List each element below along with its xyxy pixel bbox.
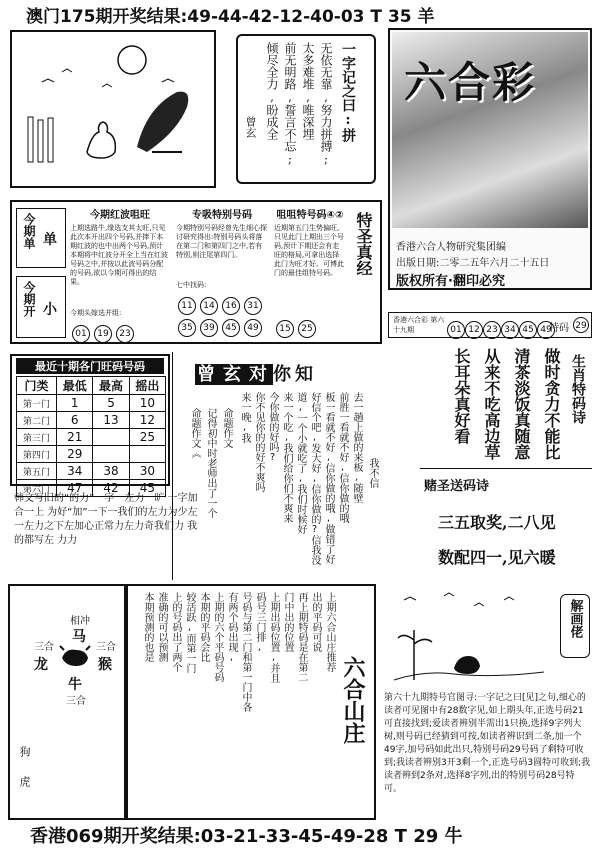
poem-line-1: 无依无靠,努力拼搏;: [319, 42, 333, 166]
animal-poem-col: 清茶淡饭真随意: [512, 348, 531, 460]
cell: [93, 446, 129, 463]
kaozi-poem: 韩文写旧的“的力”一字一左力一旷 一字加合一上 为好“加”一下一我们的左力为少左 一左力之下左加心正常力左力奇我们力 我的都写左 力力: [14, 493, 198, 546]
shan-col: 本期预测的也是: [142, 592, 153, 662]
special-text: 今期特别号码经曾先生细心探讨研究得出:特别号码头将落在第二门和第四门之中,若有特别,则注尾第四门。: [176, 224, 267, 259]
table-row: [17, 395, 166, 412]
ox-icon: [58, 644, 92, 670]
zeng-col: 来一个吃,我们给你们不爽来: [281, 392, 292, 523]
hk-result-bar: [388, 312, 592, 338]
zeng-col: 来一晚,我: [239, 392, 250, 443]
riddle-illustration: [384, 590, 554, 690]
zodiac-dragon: 龙: [34, 657, 48, 673]
cell: 10: [129, 395, 165, 412]
special-ball: 45: [222, 319, 240, 337]
zeng-col: 今你做的好吗?: [267, 392, 278, 463]
magazine-title: 六合彩: [404, 58, 537, 107]
shan-col: 有两个码出现,: [226, 592, 237, 663]
cell: 38: [93, 463, 129, 480]
send-poem-line: 三五取奖,二八见: [438, 513, 556, 532]
red-wave-label: 今期头嫁选并组:: [70, 309, 122, 317]
zeng-col: 板一看就不好,信你做的哦,做错了好: [323, 392, 334, 564]
shan-col: 门中出的位置: [282, 592, 293, 652]
magazine-cover: [388, 28, 592, 290]
poem-line-4: 倾尽全力,盼成全: [265, 42, 279, 140]
animal-poem-col: 从来不吃高边草: [482, 348, 501, 460]
cell: 30: [129, 463, 165, 480]
special-ball: 16: [222, 297, 240, 315]
hk-ball: 23: [483, 321, 501, 339]
red-wave-box: [70, 206, 170, 340]
zodiac-horse: 马: [72, 629, 86, 645]
row-label: 第六门: [17, 480, 57, 497]
table-row: [17, 429, 166, 446]
cell: 5: [93, 395, 129, 412]
send-poem-line: 数配四一,见六暖: [438, 548, 556, 567]
hk-bar-label: 香港六合彩 第六十九期: [393, 316, 445, 334]
riddle-badge-title: 解画佬: [567, 599, 583, 638]
shan-col: 上期出码位置,并且: [268, 592, 279, 683]
special-title: 专吸特别号码: [192, 210, 252, 221]
cell: [129, 446, 165, 463]
shan-zhuang-panel: [126, 584, 376, 820]
special-number-box: [176, 206, 268, 340]
cell: 13: [93, 412, 129, 429]
cell: 45: [129, 480, 165, 497]
special-ball: 35: [178, 319, 196, 337]
brand-vertical: 特圣真经: [354, 212, 373, 276]
shan-col: 本期的平码会比: [198, 592, 209, 662]
cell: 6: [57, 412, 93, 429]
table-row: [17, 463, 166, 480]
tail-ball-1: 15: [276, 320, 294, 338]
record-table-panel: [10, 354, 170, 495]
shan-col: 号码与第二门和第一门中各: [240, 592, 251, 712]
tail-text: 近期第五门生势偏旺,只见此门上期出三个号码,预计下期还会有走旺的格局,可拿出选择此门为旺才好。可博此门的最佳组特号码。: [274, 224, 344, 277]
special-label: 七中找码:: [176, 281, 207, 289]
zeng-title-char: 你: [273, 364, 295, 385]
tail-title-text: 咀咀特号码: [276, 210, 327, 221]
cell: 12: [129, 412, 165, 429]
record-table-title: 最近十期各门旺码号码: [16, 358, 164, 374]
special-ball: 39: [200, 319, 218, 337]
row-label: 第三门: [17, 429, 57, 446]
hk-bar-balls: [447, 317, 555, 339]
cell: 1: [57, 395, 93, 412]
zeng-col: 命题作文: [221, 408, 232, 448]
tail-title: [274, 206, 346, 221]
red-ball-3: 23: [116, 325, 134, 343]
animal-poem-col: 做时贪力不能比: [542, 348, 561, 460]
zeng-col: 记得初中时老师出了一个: [205, 408, 216, 518]
small-answer: 小: [43, 302, 57, 318]
open-label: 今期开: [22, 281, 36, 317]
cell: 25: [129, 429, 165, 446]
poem-line-2: 太多难堆,唯深埋: [301, 42, 315, 140]
zodiac-monkey: 猴: [98, 657, 112, 673]
shan-col: 再上期特码是在第二: [296, 592, 307, 682]
row-label: 第一门: [17, 395, 57, 412]
landscape-picture: [10, 30, 216, 188]
zodiac-ox: 牛: [68, 677, 82, 693]
row-label: 第四门: [17, 446, 57, 463]
send-code-poem: [420, 468, 592, 578]
zeng-title-char: 曾: [197, 364, 219, 385]
single-label: 今期单: [22, 213, 36, 249]
hk-ball: 12: [465, 321, 483, 339]
table-header: 门类: [17, 377, 57, 395]
tail-ball-2: 25: [298, 320, 316, 338]
table-header: 摇出: [129, 377, 165, 395]
special-ball: 31: [244, 297, 262, 315]
single-answer: 单: [43, 232, 57, 248]
clash-label: 相冲: [70, 616, 90, 627]
zeng-col: 好信个吧,发大好,信你做的?信我没: [309, 392, 320, 565]
three-harmony-label: 三合: [96, 642, 116, 653]
riddle-picture: [384, 590, 554, 690]
row-label: 第二门: [17, 412, 57, 429]
table-header: 最高: [93, 377, 129, 395]
send-poem-title: 赌圣送码诗: [424, 479, 490, 494]
animal-poem-col: 长耳朵真好看: [452, 348, 471, 444]
hk-ball: 49: [537, 321, 555, 339]
landscape-illustration: [12, 32, 214, 186]
hk-ball: 01: [447, 321, 465, 339]
shan-zhuang-columns: [130, 592, 336, 816]
hk-special-ball: 29: [573, 317, 589, 333]
prediction-strip: [10, 200, 382, 344]
cell: 21: [57, 429, 93, 446]
footer-title: 香港069期开奖结果:03-21-33-45-49-28 T 29 牛: [30, 826, 463, 847]
single-tag: [16, 208, 66, 268]
shan-col: 准确的可以预测: [156, 592, 167, 662]
tail-title-numbers: ④②: [326, 210, 344, 221]
zeng-title-char: 玄: [223, 364, 245, 385]
zodiac-dog: 狗: [18, 746, 31, 757]
zeng-talk-section: [172, 352, 382, 580]
zeng-col: 前胜一看就不好,信你做的哦: [337, 392, 348, 523]
poem-author: 曾玄: [244, 116, 257, 138]
table-row: [17, 446, 166, 463]
special-ball: 14: [200, 297, 218, 315]
record-table: [16, 376, 166, 497]
shan-zhuang-title: 六合山庄: [340, 656, 366, 744]
table-header: 最低: [57, 377, 93, 395]
magazine-date: 出版日期:二零二五年六月二十五日: [396, 258, 550, 269]
cell: 34: [57, 463, 93, 480]
hk-ball: 45: [519, 321, 537, 339]
zeng-col: 命题作文《: [189, 408, 200, 458]
riddle-badge: [560, 594, 590, 658]
tail-number-box: [274, 206, 346, 340]
hk-ball: 34: [501, 321, 519, 339]
zodiac-lines-box: [8, 584, 126, 820]
red-ball-2: 19: [94, 325, 112, 343]
animal-poem: [432, 348, 592, 462]
riddle-text: 第六十九期特号官图寻:一字记之曰[见]之句,细心的读者可见图中有28数字见,如上期头年,正选号码21可直接找到;爱读者辨别半需出1只换,选择9字列大树,则号码已经猜到可按,如读者辨识到二条,加一个49字,加号码如此出只,特别号码29号码了剩特可收到;我读者辨别3开3剩一个,正选号码3圆特可收到;我读者辨到2条对,选择8字列,出的特别号码28号特可。: [384, 693, 591, 794]
poem-scroll: [236, 34, 376, 184]
three-harmony-label: 三合: [66, 696, 86, 707]
red-ball-1: 01: [72, 325, 90, 343]
zeng-col: 去一趟上做的来板,随壁: [351, 392, 362, 503]
header-title: 澳门175期开奖结果:49-44-42-12-40-03 T 35 羊: [26, 7, 435, 27]
special-ball: 11: [178, 297, 196, 315]
magazine-publisher: 香港六合人物研究集团编: [396, 242, 506, 253]
zeng-title-char: 知: [295, 364, 317, 385]
shan-col: 上期的六个平码号码: [212, 592, 223, 682]
cell: [93, 429, 129, 446]
zeng-note: 我不信: [367, 458, 378, 488]
special-ball: 49: [244, 319, 262, 337]
zeng-col: 道,一个小就吃了,我们时候好: [295, 392, 306, 534]
zeng-title-char: 对: [249, 364, 271, 385]
shan-col: 码号三门排,: [254, 592, 265, 653]
table-row: [17, 412, 166, 429]
shan-col: 出的平码可说: [310, 592, 321, 652]
red-wave-title: 今期红波咀旺: [90, 210, 150, 221]
shan-col: 上的号码出了两个: [170, 592, 181, 672]
zodiac-tiger: 虎: [18, 776, 31, 787]
poem-line-3: 前无明路,誓言不忘;: [283, 42, 297, 166]
three-harmony-label: 三合: [34, 642, 54, 653]
shan-col: 较活跃,而第一门: [184, 592, 195, 673]
magazine-rights: 版权所有·翻印必究: [396, 274, 505, 289]
zeng-title: [195, 360, 317, 386]
cell: 29: [57, 446, 93, 463]
poem-title: 一字记之曰:拼: [340, 42, 356, 142]
open-tag: [16, 276, 66, 338]
zeng-col: 你不见你的的好不爽吗: [253, 392, 264, 492]
red-wave-text: 上期选路牛,缘选支其太旺,只见此次本开出四个号码,并捧下本期红波的也中出两个号码,预计本期将中红波分开全上当在红波号码之中,并按以此波号码分配的号码,欲以今期可得出的结果。: [70, 224, 168, 286]
cell: 42: [93, 480, 129, 497]
row-label: 第五门: [17, 463, 57, 480]
hk-special-label: 特码: [549, 323, 569, 334]
animal-poem-title: 生肖特码诗: [570, 354, 586, 424]
shan-col: 上期六合山庄推荐: [324, 592, 335, 672]
cell: 47: [57, 480, 93, 497]
